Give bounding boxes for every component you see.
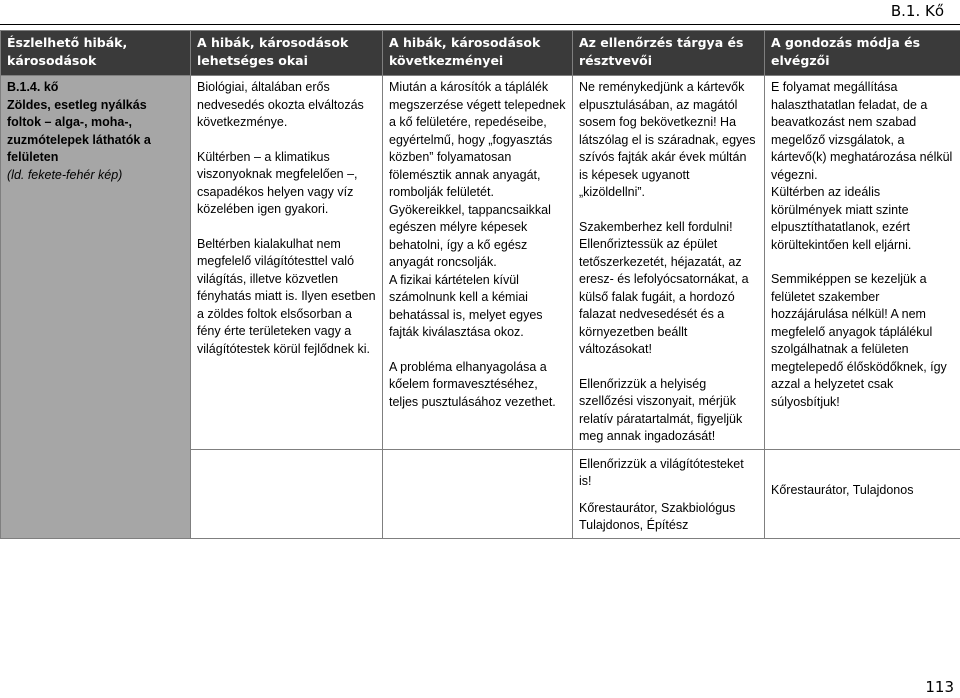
column-header-defects: Észlelhető hibák, károsodások [1, 31, 191, 76]
defects-table [0, 30, 960, 539]
inspection-paragraph: Ne reménykedjünk a kártevők elpusztulásában, az magától sosem fog bekövetkezni! Ha látszólag el is száradnak, egyes szívós fajták akár évek múltán is képesek ugyanott „kizöldellni”. [579, 80, 756, 199]
inspection-cell [573, 76, 765, 450]
care-cell [765, 76, 960, 450]
consequences-cell-empty [383, 449, 573, 538]
column-header-care: A gondozás módja és elvégzői [765, 31, 960, 76]
causes-paragraph: Biológiai, általában erős nedvesedés okozta elváltozás következménye. [197, 80, 364, 129]
consequences-paragraph: A fizikai kártételen kívül számolnunk kell a kémiai behatással is, melyet egyes fajták kiválasztása okoz. [389, 272, 543, 339]
column-header-inspection: Az ellenőrzés tárgya és résztvevői [573, 31, 765, 76]
column-header-consequences: A hibák, károsodások következményei [383, 31, 573, 76]
table-header-row [1, 31, 960, 76]
care-participants: Kőrestaurátor, Tulajdonos [771, 482, 914, 497]
defect-ref: B.1.4. kő [7, 80, 59, 94]
inspection-paragraph: Szakemberhez kell fordulni! [579, 219, 733, 234]
defect-cell [1, 76, 191, 539]
causes-cell-empty [191, 449, 383, 538]
consequences-paragraph: Miután a károsítók a táplálék megszerzése végett telepednek a kő felületére, repedéseibe, egyértelmű, hogy „fogyasztás közben” folyamatosan fölemésztik annak anyagát, rombolják felületét. [389, 80, 566, 199]
column-header-causes: A hibák, károsodások lehetséges okai [191, 31, 383, 76]
care-paragraph: E folyamat megállítása halaszthatatlan feladat, de a beavatkozást nem szabad megelőző vizsgálatok, a kártevő(k) meghatározása nélkül végezni. [771, 80, 953, 182]
table-row [1, 76, 960, 450]
consequences-paragraph: Gyökereikkel, tappancsaikkal egészen mélyre képesek behatolni, így a kő egész anyagát roncsolják. [389, 202, 551, 269]
defect-note: (ld. fekete-fehér kép) [7, 167, 123, 182]
header-rule [0, 24, 960, 25]
consequences-paragraph: A probléma elhanyagolása a kőelem formavesztéséhez, teljes pusztulásához vezethet. [389, 359, 556, 409]
consequences-cell [383, 76, 573, 450]
inspection-paragraph: Ellenőrizzük a világítótesteket is! [579, 456, 744, 488]
causes-cell [191, 76, 383, 450]
inspection-paragraph: Ellenőrizzük a helyiség szellőzési viszonyait, mérjük relatív páratartalmát, figyeljük meg annak ingadozását! [579, 376, 743, 443]
defect-title: Zöldes, esetleg nyálkás foltok – alga-, moha-, zuzmótelepek láthatók a felületen [7, 97, 151, 164]
page-number: 113 [925, 678, 954, 696]
inspection-participants: Kőrestaurátor, Szakbiológus Tulajdonos, Építész [579, 500, 736, 532]
care-paragraph: Kültérben az ideális körülmények miatt szinte elpusztíthatatlanok, ezért körültekintően kell eljárni. [771, 185, 912, 252]
inspection-paragraph: Ellenőriztessük az épület tetőszerkezetét, héjazatát, az eresz- és lefolyócsatornákat, a külső falak fugáit, a hordozó falazat nedvesedését és a környezetben beállt változásokat! [579, 237, 749, 356]
causes-paragraph: Kültérben – a klimatikus viszonyoknak megfelelően –, csapadékos helyen vagy víz közelében igen gyakori. [197, 149, 358, 216]
care-paragraph: Semmiképpen se kezeljük a felületet szakember hozzájárulása nélkül! A nem megfelelő anyagok táplálékul szolgálhatnak a felületen megtelepedő élősködőknek, így azzal a helyzetet csak súlyosbítjuk! [771, 272, 947, 409]
inspection-participants-cell [573, 449, 765, 538]
care-participants-cell [765, 449, 960, 538]
page-header: B.1. Kő [890, 2, 944, 20]
causes-paragraph: Beltérben kialakulhat nem megfelelő világítótesttel való világítás, illetve közvetlen fényhatás miatt is. Ilyen esetben a zöldes foltok elsősorban a fény érte területeken vagy a világítótestek körül fejlődnek ki. [197, 236, 376, 356]
